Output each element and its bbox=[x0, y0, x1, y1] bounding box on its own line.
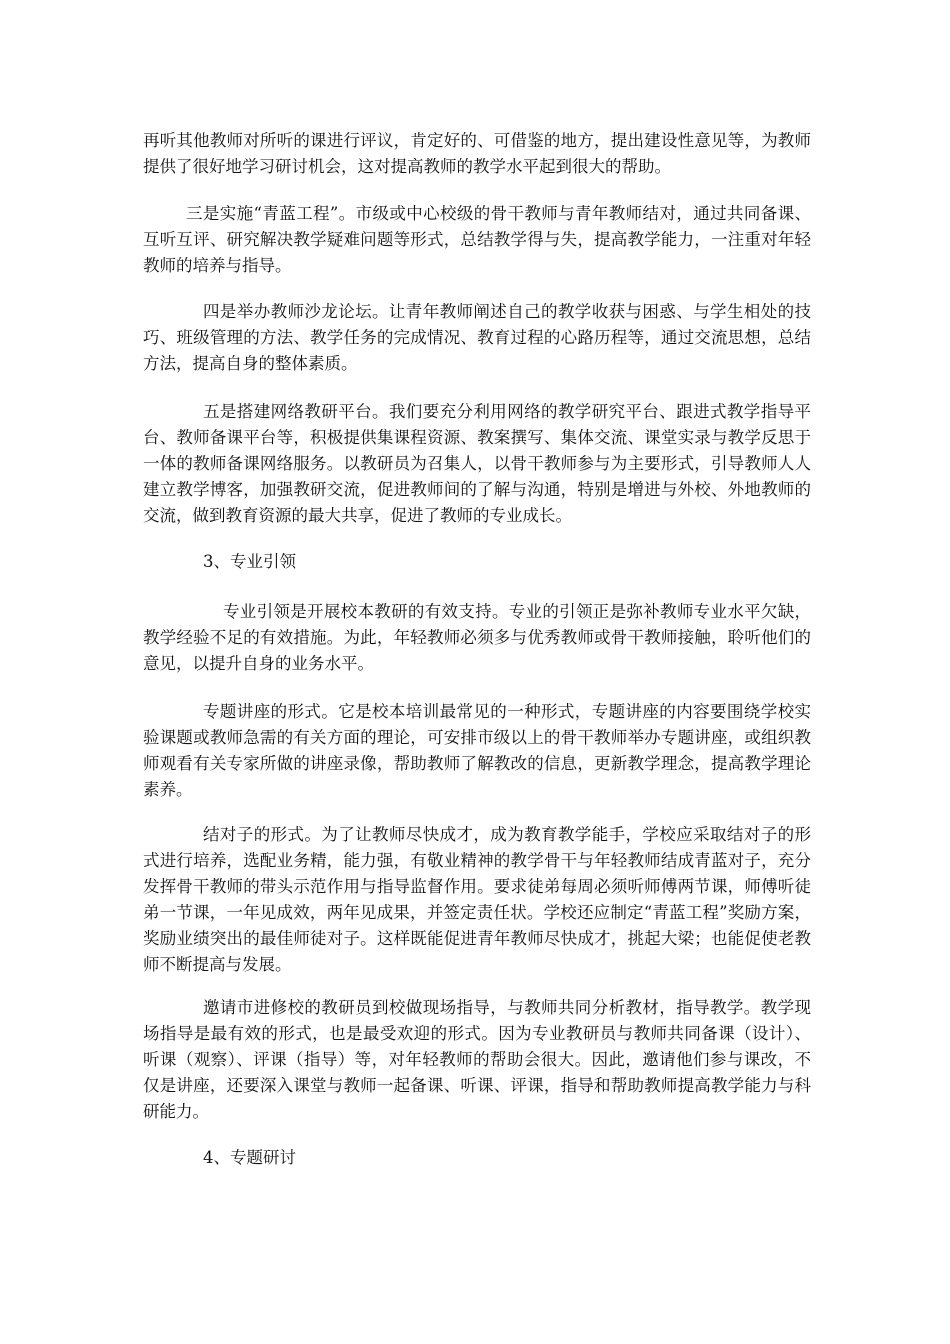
paragraph-lecture-format: 专题讲座的形式。它是校本培训最常见的一种形式，专题讲座的内容要围绕学校实验课题或教师急需的有关方面的理论，可安排市级以上的骨干教师举办专题讲座，或组织教师观看有关专家所做的讲座录像，帮助教师了解教改的信息，更新教学理念，提高教学理论素养。 bbox=[143, 702, 811, 799]
paragraph-peer-review: 再听其他教师对所听的课进行评议，肯定好的、可借鉴的地方，提出建设性意见等，为教师提供了很好地学习研讨机会，这对提高教师的教学水平起到很大的帮助。 bbox=[143, 131, 811, 176]
paragraph-qinglan-project: 三是实施“青蓝工程”。市级或中心校级的骨干教师与青年教师结对，通过共同备课、互听互评、研究解决教学疑难问题等形式，总结教学得与失，提高教学能力，一注重对年轻教师的培养与指导。 bbox=[143, 204, 811, 275]
section-heading-topic-discussion: 4、专题研讨 bbox=[203, 1148, 296, 1167]
paragraph-teacher-salon: 四是举办教师沙龙论坛。让青年教师阐述自己的教学收获与困惑、与学生相处的技巧、班级管理的方法、教学任务的完成情况、教育过程的心路历程等，通过交流思想，总结方法，提高自身的整体素质。 bbox=[143, 302, 811, 373]
paragraph-online-platform: 五是搭建网络教研平台。我们要充分利用网络的教学研究平台、跟进式教学指导平台、教师备课平台等，积极提供集课程资源、教案撰写、集体交流、课堂实录与教学反思于一体的教师备课网络服务。以教研员为召集人，以骨干教师参与为主要形式，引导教师人人建立教学博客，加强教研交流，促进教师间的了解与沟通，特别是增进与外校、外地教师的交流，做到教育资源的最大共享，促进了教师的专业成长。 bbox=[143, 402, 811, 525]
paragraph-professional-guidance: 专业引领是开展校本教研的有效支持。专业的引领正是弥补教师专业水平欠缺，教学经验不足的有效措施。为此，年轻教师必须多与优秀教师或骨干教师接触，聆听他们的意见，以提升自身的业务水平。 bbox=[143, 602, 811, 673]
section-heading-professional-guidance: 3、专业引领 bbox=[203, 552, 296, 571]
paragraph-onsite-guidance: 邀请市进修校的教研员到校做现场指导，与教师共同分析教材，指导教学。教学现场指导是最有效的形式，也是最受欢迎的形式。因为专业教研员与教师共同备课（设计）、听课（观察）、评课（指导）等，对年轻教师的帮助会很大。因此，邀请他们参与课改，不仅是讲座，还要深入课堂与教师一起备课、听课、评课，指导和帮助教师提高教学能力与科研能力。 bbox=[143, 998, 811, 1121]
paragraph-mentoring-format: 结对子的形式。为了让教师尽快成才，成为教育教学能手，学校应采取结对子的形式进行培养，选配业务精，能力强，有敬业精神的教学骨干与年轻教师结成青蓝对子，充分发挥骨干教师的带头示范作用与指导监督作用。要求徒弟每周必须听师傅两节课，师傅听徒弟一节课，一年见成效，两年见成果，并签定责任状。学校还应制定“青蓝工程”奖励方案，奖励业绩突出的最佳师徒对子。这样既能促进青年教师尽快成才，挑起大梁；也能促使老教师不断提高与发展。 bbox=[143, 825, 811, 974]
